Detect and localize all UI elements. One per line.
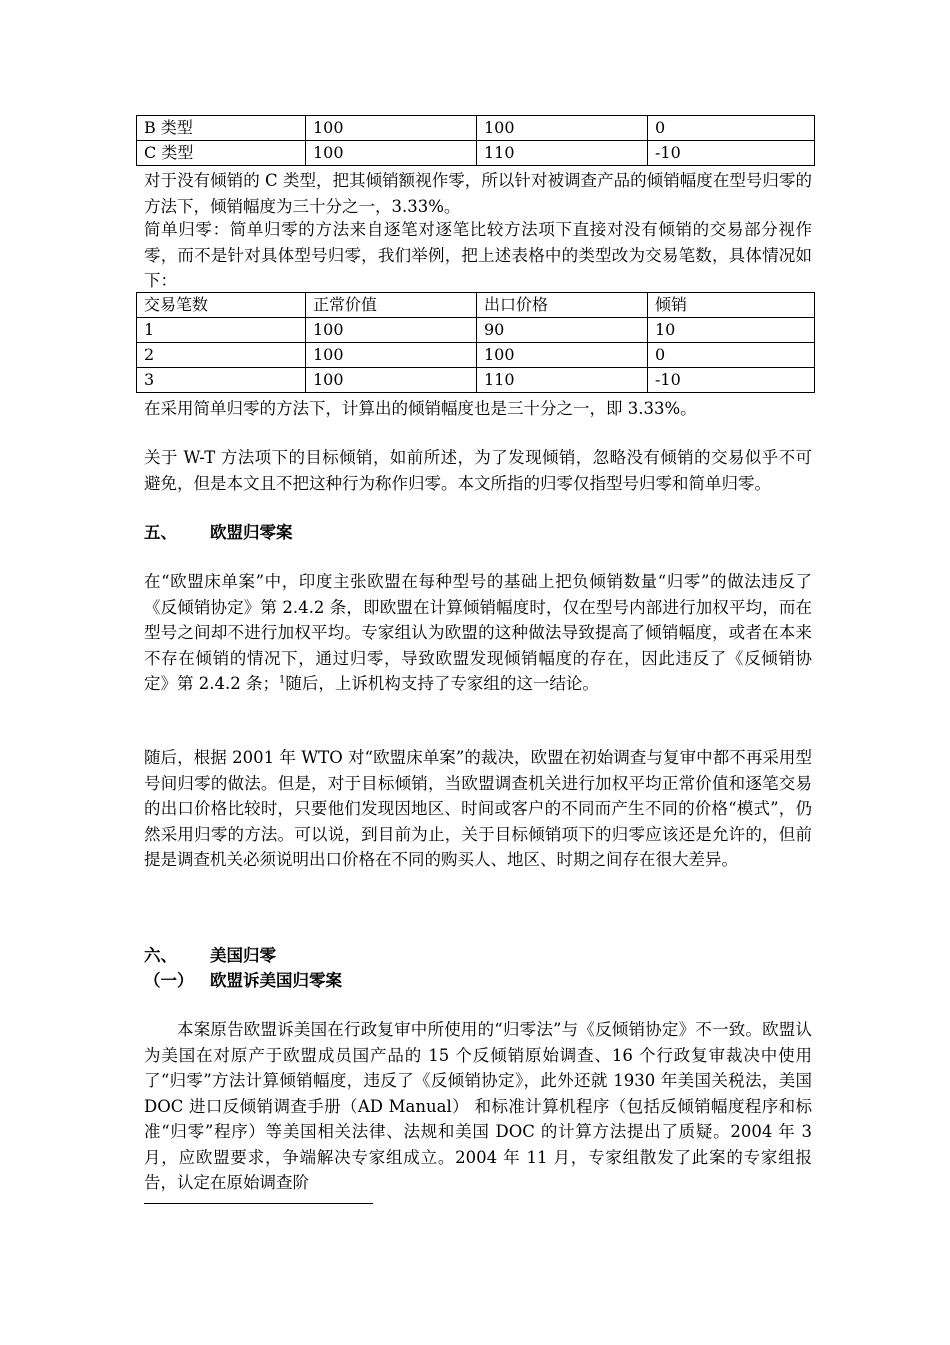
- column-header: 倾销: [648, 293, 815, 318]
- transaction-table: [136, 292, 815, 393]
- table-cell: B 类型: [137, 116, 306, 141]
- table-cell: 2: [137, 343, 306, 368]
- table-row: [137, 141, 815, 166]
- table-cell: 10: [648, 318, 815, 343]
- table-cell: 100: [306, 141, 477, 166]
- column-header: 交易笔数: [137, 293, 306, 318]
- paragraph: 关于 W-T 方法项下的目标倾销，如前所述，为了发现倾销，忽略没有倾销的交易似乎不可避免，但是本文且不把这种行为称作归零。本文所指的归零仅指型号归零和简单归零。: [144, 448, 812, 493]
- table-cell: -10: [648, 141, 815, 166]
- table-cell: 100: [306, 318, 477, 343]
- table-cell: 100: [306, 343, 477, 368]
- paragraph-text: 随后，上诉机构支持了专家组的这一结论。: [285, 674, 599, 693]
- table-cell: 100: [477, 343, 648, 368]
- table-row: [137, 368, 815, 393]
- table-row: [137, 343, 815, 368]
- paragraph: 在采用简单归零的方法下，计算出的倾销幅度也是三十分之一，即 3.33%。: [144, 399, 697, 418]
- subsection-heading: [144, 969, 342, 993]
- paragraph: [144, 569, 812, 697]
- footnote-marker: 1: [278, 674, 286, 686]
- column-header: 正常价值: [306, 293, 477, 318]
- section-number: 六、: [144, 946, 177, 965]
- table-header-row: [137, 293, 815, 318]
- table-cell: 110: [477, 368, 648, 393]
- table-cell: 100: [306, 116, 477, 141]
- section-title: 美国归零: [210, 946, 276, 965]
- table-cell: 1: [137, 318, 306, 343]
- paragraph-text: 在“欧盟床单案”中，印度主张欧盟在每种型号的基础上把负倾销数量“归零”的做法违反了《反倾销协定》第 2.4.2 条，即欧盟在计算倾销幅度时，仅在型号内部进行加权平均，而在型号之间却不进行加权平均。专家组认为欧盟的这种做法导致提高了倾销幅度，或者在本来不存在倾销的情况下，通过归零，导致欧盟发现倾销幅度的存在，因此违反了《反倾销协定》第 2.4.2 条；: [144, 572, 812, 693]
- table-row: [137, 116, 815, 141]
- paragraph: 对于没有倾销的 C 类型，把其倾销额视作零，所以针对被调查产品的倾销幅度在型号归零的方法下，倾销幅度为三十分之一，3.33%。: [144, 171, 812, 216]
- table-row: [137, 318, 815, 343]
- column-header: 出口价格: [477, 293, 648, 318]
- section-heading: [144, 944, 276, 968]
- table-cell: 110: [477, 141, 648, 166]
- subsection-number: （一）: [144, 971, 194, 990]
- table-cell: 0: [648, 343, 815, 368]
- paragraph: 简单归零：简单归零的方法来自逐笔对逐笔比较方法项下直接对没有倾销的交易部分视作零，而不是针对具体型号归零，我们举例，把上述表格中的类型改为交易笔数，具体情况如下：: [144, 220, 812, 290]
- table-cell: 100: [477, 116, 648, 141]
- paragraph: 本案原告欧盟诉美国在行政复审中所使用的“归零法”与《反倾销协定》不一致。欧盟认为美国在对原产于欧盟成员国产品的 15 个反倾销原始调查、16 个行政复审裁决中使用了“归零”方法计算倾销幅度，违反了《反倾销协定》，此外还就 1930 年美国关税法，美国 DOC 进口反倾销调查手册（AD Manual） 和标准计算机程序（包括反倾销幅度程序和标准“归零”程序）等美国相关法律、法规和美国 DOC 的计算方法提出了质疑。2004 年 3 月，应欧盟要求，争端解决专家组成立。2004 年 11 月，专家组散发了此案的专家组报告，认定在原始调查阶: [144, 1020, 812, 1192]
- footnote-separator: [144, 1203, 373, 1204]
- section-heading: [144, 521, 293, 545]
- type-table: [136, 115, 815, 166]
- section-title: 欧盟归零案: [210, 523, 293, 542]
- section-number: 五、: [144, 523, 177, 542]
- table-cell: 3: [137, 368, 306, 393]
- subsection-title: 欧盟诉美国归零案: [210, 971, 342, 990]
- table-cell: 0: [648, 116, 815, 141]
- table-cell: 100: [306, 368, 477, 393]
- table-cell: C 类型: [137, 141, 306, 166]
- paragraph: 随后，根据 2001 年 WTO 对“欧盟床单案”的裁决，欧盟在初始调查与复审中都不再采用型号间归零的做法。但是，对于目标倾销，当欧盟调查机关进行加权平均正常价值和逐笔交易的出口价格比较时，只要他们发现因地区、时间或客户的不同而产生不同的价格“模式”，仍然采用归零的方法。可以说，到目前为止，关于目标倾销项下的归零应该还是允许的，但前提是调查机关必须说明出口价格在不同的购买人、地区、时期之间存在很大差异。: [144, 748, 812, 869]
- table-cell: -10: [648, 368, 815, 393]
- table-cell: 90: [477, 318, 648, 343]
